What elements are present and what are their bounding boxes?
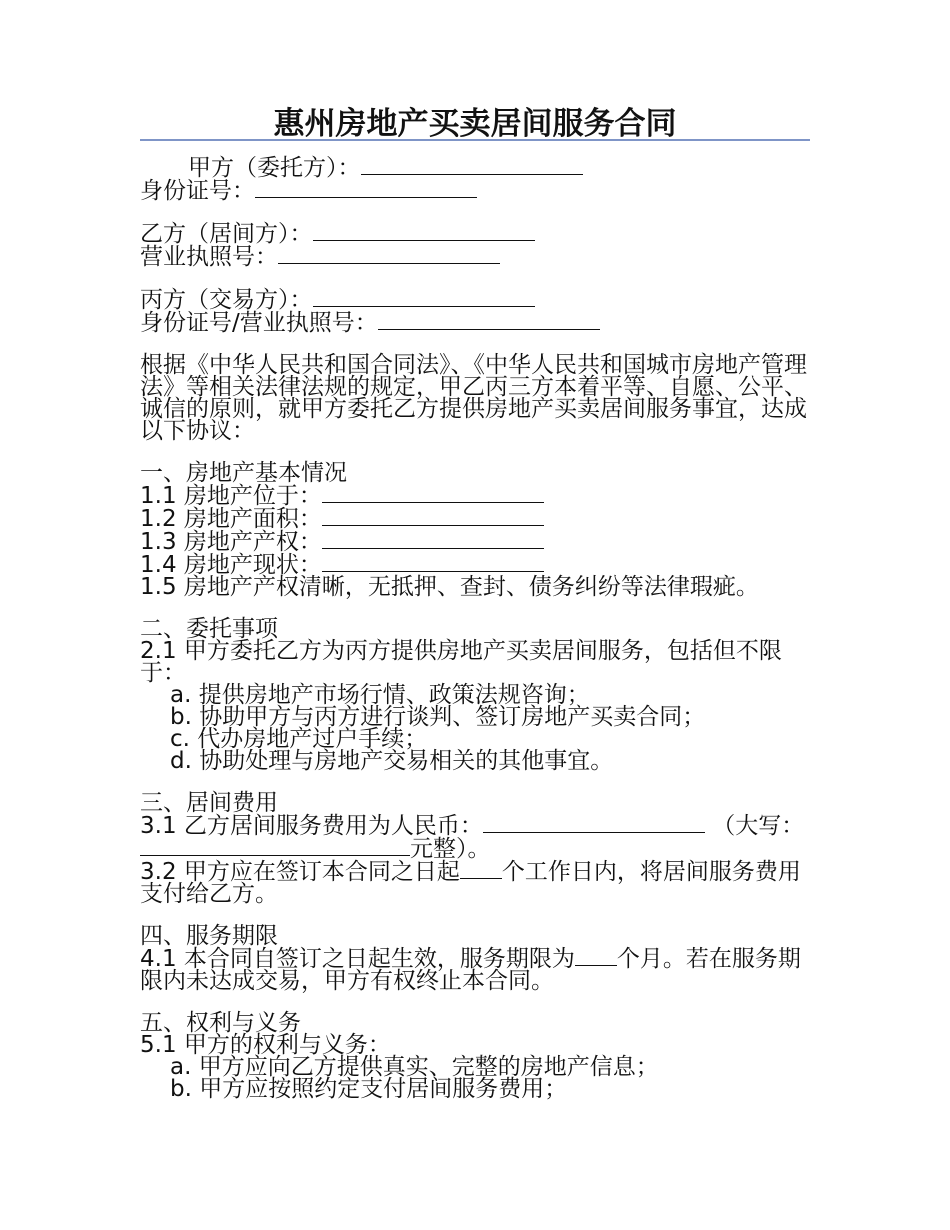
item-1-1	[140, 484, 812, 507]
item-3-1	[140, 814, 812, 860]
item-3-1-text: 3.1 乙方居间服务费用为人民币：	[140, 813, 483, 839]
document-body	[140, 156, 812, 1100]
section-3-heading: 三、居间费用	[140, 790, 278, 816]
item-1-1-blank[interactable]	[322, 484, 544, 503]
section-2-heading: 二、委托事项	[140, 616, 278, 642]
party-b-license-label: 营业执照号：	[140, 244, 278, 270]
payment-days-blank[interactable]	[460, 860, 502, 879]
party-a-blank[interactable]	[361, 156, 583, 175]
party-b-license-blank[interactable]	[278, 245, 500, 264]
item-1-4-label: 1.4 房地产现状：	[140, 552, 322, 578]
party-c-id-line	[140, 311, 812, 334]
item-1-4-blank[interactable]	[322, 553, 544, 572]
item-3-2-text: 3.2 甲方应在签订本合同之日起	[140, 859, 460, 885]
fee-capital-blank[interactable]	[140, 837, 410, 856]
party-c-blank[interactable]	[313, 288, 535, 307]
item-1-2	[140, 507, 812, 530]
title-underline	[140, 139, 810, 141]
party-c-line	[140, 288, 812, 311]
item-4-1-rest: 个月。若在服务期限内未达成交易，甲方有权终止本合同。	[140, 946, 801, 994]
item-1-3-blank[interactable]	[322, 530, 544, 549]
item-1-5: 1.5 房地产产权清晰，无抵押、查封、债务纠纷等法律瑕疵。	[140, 574, 759, 600]
item-2-1-c: c. 代办房地产过户手续；	[170, 726, 428, 752]
item-3-2-rest: 个工作日内，将居间服务费用支付给乙方。	[140, 859, 801, 907]
party-c-label: 丙方（交易方）：	[140, 287, 313, 313]
item-1-3	[140, 530, 812, 553]
party-a-id-label: 身份证号：	[140, 178, 255, 204]
item-3-1-end: 元整）。	[410, 836, 491, 862]
preamble-paragraph: 根据《中华人民共和国合同法》、《中华人民共和国城市房地产管理法》等相关法律法规的规定，甲乙丙三方本着平等、自愿、公平、诚信的原则，就甲方委托乙方提供房地产买卖居间服务事宜，达成以下协议：	[140, 352, 807, 444]
party-a-line	[140, 156, 812, 179]
party-c-id-blank[interactable]	[378, 311, 600, 330]
document-title: 惠州房地产买卖居间服务合同	[273, 106, 677, 142]
item-3-1-capital: （大写：	[712, 813, 805, 839]
section-4-heading: 四、服务期限	[140, 923, 278, 949]
party-b-line	[140, 222, 812, 245]
item-3-2	[140, 860, 812, 905]
party-a-label: 甲方（委托方）：	[188, 155, 361, 181]
item-4-1	[140, 947, 812, 992]
party-b-label: 乙方（居间方）：	[140, 221, 313, 247]
section-1-heading: 一、房地产基本情况	[140, 460, 347, 486]
party-a-id-blank[interactable]	[255, 179, 477, 198]
service-months-blank[interactable]	[575, 947, 617, 966]
party-a-id-line	[140, 179, 812, 202]
item-5-1-b: b. 甲方应按照约定支付居间服务费用；	[170, 1076, 568, 1102]
party-b-license-line	[140, 245, 812, 268]
item-5-1-a: a. 甲方应向乙方提供真实、完整的房地产信息；	[170, 1054, 659, 1080]
party-c-id-label: 身份证号/营业执照号：	[140, 310, 378, 336]
item-5-1: 5.1 甲方的权利与义务：	[140, 1032, 391, 1058]
item-4-1-text: 4.1 本合同自签订之日起生效，服务期限为	[140, 946, 575, 972]
item-1-3-label: 1.3 房地产产权：	[140, 529, 322, 555]
item-1-4	[140, 553, 812, 576]
party-b-blank[interactable]	[313, 222, 535, 241]
item-1-2-blank[interactable]	[322, 507, 544, 526]
item-2-1-d: d. 协助处理与房地产交易相关的其他事宜。	[170, 748, 614, 774]
section-5-heading: 五、权利与义务	[140, 1010, 301, 1036]
item-1-2-label: 1.2 房地产面积：	[140, 506, 322, 532]
item-2-1-a: a. 提供房地产市场行情、政策法规咨询；	[170, 682, 590, 708]
item-2-1: 2.1 甲方委托乙方为丙方提供房地产买卖居间服务，包括但不限于：	[140, 638, 782, 686]
fee-amount-blank[interactable]	[483, 814, 705, 833]
item-2-1-b: b. 协助甲方与丙方进行谈判、签订房地产买卖合同；	[170, 704, 706, 730]
item-1-1-label: 1.1 房地产位于：	[140, 483, 322, 509]
